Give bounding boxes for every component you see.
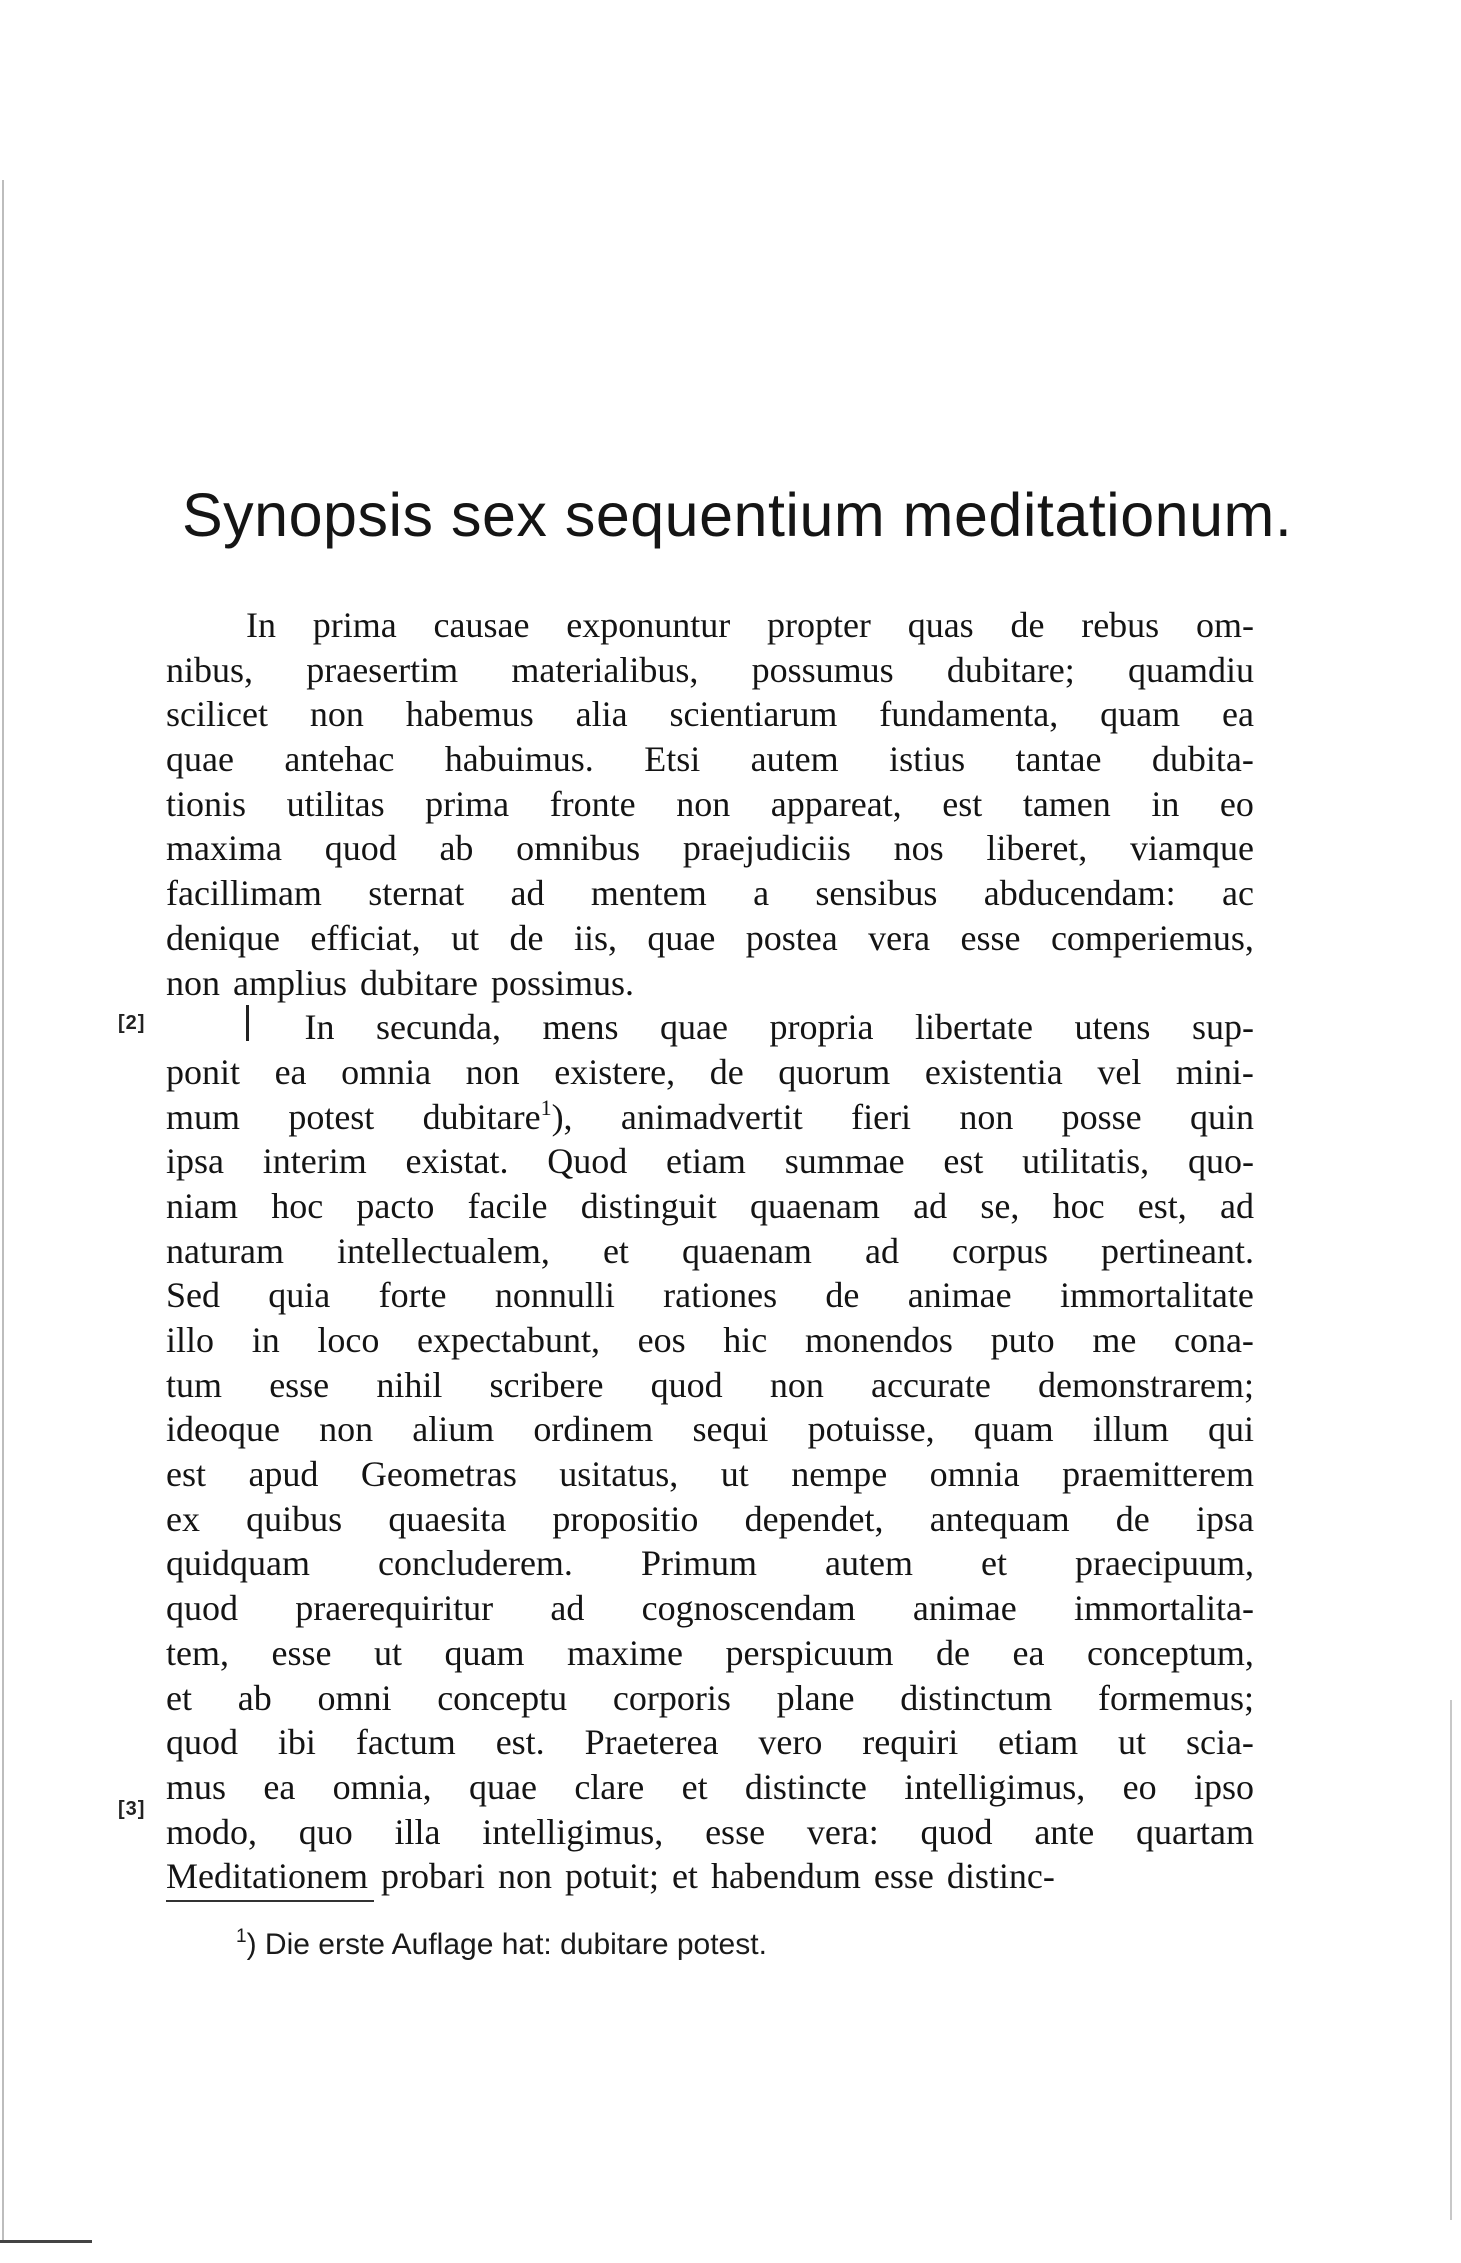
footnote — [236, 1925, 767, 1965]
word: vera: — [806, 1811, 879, 1852]
word: Sed — [166, 1275, 220, 1316]
word: quae — [647, 917, 716, 958]
word: ut — [720, 1454, 749, 1495]
word: ac — [1221, 873, 1254, 914]
word: fieri — [851, 1096, 912, 1137]
word: nihil — [376, 1364, 443, 1405]
footnote-paren: ) — [246, 1928, 257, 1961]
word: vero — [758, 1722, 823, 1763]
word: in — [1151, 783, 1180, 824]
word: facile — [467, 1185, 548, 1226]
word: esse — [269, 1364, 330, 1405]
word: in — [251, 1320, 280, 1360]
text-line — [166, 1095, 1254, 1140]
word: cognoscendam — [641, 1588, 856, 1629]
word: habendum — [710, 1856, 861, 1897]
word: corporis — [612, 1677, 731, 1718]
page-marker-2: [2] — [118, 1012, 146, 1034]
word: praecipuum, — [1075, 1543, 1254, 1584]
word: quam — [1100, 694, 1181, 735]
text-line — [166, 1184, 1254, 1229]
word: eos — [637, 1320, 686, 1360]
word: tem, — [166, 1632, 229, 1673]
footnote-text: Die erste Auflage hat: dubitare potest. — [264, 1928, 767, 1961]
word: quidquam — [166, 1543, 310, 1584]
word: distinguit — [580, 1185, 717, 1226]
word: est — [942, 783, 983, 824]
word: animae — [912, 1588, 1017, 1629]
word: abducendam: — [983, 873, 1176, 914]
word: prima — [425, 783, 510, 824]
word: amplius — [233, 962, 347, 1003]
word: esse — [705, 1811, 766, 1852]
page-marker-3: [3] — [118, 1798, 146, 1820]
word: ad — [864, 1230, 899, 1271]
word: distinctum — [900, 1677, 1053, 1718]
word: distinc- — [946, 1856, 1055, 1897]
word: interim — [262, 1141, 367, 1182]
word: ad — [913, 1185, 948, 1226]
word: iis, — [573, 917, 617, 958]
word: non — [676, 783, 731, 824]
word: omnia — [341, 1051, 432, 1092]
scan-edge-right — [1450, 1700, 1452, 2220]
word: possimus. — [490, 962, 634, 1003]
word: hoc — [1052, 1185, 1105, 1226]
word: pertineant. — [1101, 1230, 1254, 1271]
word: et — [981, 1543, 1007, 1584]
word: quartam — [1136, 1811, 1254, 1852]
word: om- — [1195, 605, 1254, 645]
text-line — [166, 916, 1254, 961]
word: exponuntur — [566, 605, 731, 645]
word: omnibus — [516, 828, 641, 869]
text-line — [166, 871, 1254, 916]
word-with-ref: dubitare$^1$), — [422, 1094, 573, 1137]
word: est, — [1137, 1185, 1187, 1226]
word: nos — [893, 828, 944, 869]
text-line — [166, 1229, 1254, 1274]
word: fronte — [549, 783, 636, 824]
word: cona- — [1173, 1320, 1254, 1360]
word: rationes — [663, 1275, 778, 1316]
word: rebus — [1081, 605, 1160, 645]
word: immortalitate — [1059, 1275, 1254, 1316]
text-line — [166, 1631, 1254, 1676]
word: ibi — [277, 1722, 316, 1763]
text-line — [166, 1005, 1254, 1050]
word: potuit; — [564, 1856, 659, 1897]
word: materialibus, — [511, 649, 699, 690]
word: animae — [907, 1275, 1012, 1316]
footnote-number: 1 — [236, 1926, 247, 1947]
page-title: Synopsis sex sequentium meditationum. — [182, 481, 1293, 549]
word: summae — [784, 1141, 905, 1182]
word: propter — [766, 605, 871, 645]
word: est — [166, 1454, 206, 1495]
word: non — [769, 1364, 824, 1405]
word: omnia — [929, 1454, 1020, 1495]
word: ut — [451, 917, 480, 958]
word: de — [936, 1632, 970, 1673]
text-line — [166, 782, 1254, 827]
word: niam — [166, 1185, 238, 1226]
text-line — [166, 603, 1254, 648]
word: quod — [920, 1811, 993, 1852]
word: utilitatis, — [1022, 1141, 1150, 1182]
word: ab — [439, 828, 474, 869]
word: ea — [263, 1766, 296, 1807]
word: postea — [745, 917, 838, 958]
word: et — [681, 1766, 708, 1807]
word: possumus — [751, 649, 894, 690]
word: ideoque — [166, 1409, 280, 1450]
word: quam — [973, 1409, 1054, 1450]
word: quae — [469, 1766, 537, 1807]
word: accurate — [870, 1364, 991, 1405]
word: qui — [1207, 1409, 1254, 1450]
word: ab — [237, 1677, 272, 1718]
word: propria — [769, 1007, 874, 1048]
word: liberet, — [986, 828, 1088, 869]
word: quod — [650, 1364, 723, 1405]
word: loco — [317, 1320, 380, 1360]
word: Quod — [547, 1141, 628, 1182]
word: dubitare; — [946, 649, 1075, 690]
text-line — [166, 1363, 1254, 1408]
word: vel — [1097, 1051, 1142, 1092]
word: de — [825, 1275, 860, 1316]
word: Praeterea — [584, 1722, 719, 1763]
text-line — [166, 1676, 1254, 1721]
word: quo- — [1187, 1141, 1254, 1182]
word: scilicet — [166, 694, 268, 735]
text-line — [166, 1318, 1254, 1363]
word: apud — [248, 1454, 319, 1495]
word: quae — [166, 739, 234, 780]
word: maxime — [567, 1632, 683, 1673]
word: propositio — [552, 1498, 699, 1539]
word: quaesita — [388, 1498, 507, 1539]
word: intelligimus, — [482, 1811, 664, 1852]
word: causae — [433, 605, 530, 645]
word: ea — [274, 1051, 307, 1092]
word: In — [246, 605, 276, 645]
text-line — [166, 961, 1254, 1006]
word: et — [166, 1677, 192, 1718]
word: sensibus — [815, 873, 938, 914]
word: non — [309, 694, 364, 735]
word: maxima — [166, 828, 282, 869]
word: et — [671, 1856, 698, 1897]
word: hoc — [271, 1185, 324, 1226]
text-line — [166, 1720, 1254, 1765]
word: ad — [550, 1588, 585, 1629]
word: conceptum, — [1086, 1632, 1254, 1673]
word: quamdiu — [1127, 649, 1254, 690]
word: sternat — [368, 873, 465, 914]
footnote-ref: 1 — [540, 1094, 552, 1120]
word: se, — [980, 1185, 1020, 1226]
word: quas — [907, 605, 974, 645]
word: de — [709, 1051, 744, 1092]
word: habemus — [405, 694, 534, 735]
word: viamque — [1130, 828, 1254, 869]
word: omnia, — [332, 1766, 432, 1807]
word: omni — [317, 1677, 392, 1718]
word: illum — [1092, 1409, 1169, 1450]
word: In — [304, 1007, 335, 1048]
text-line — [166, 737, 1254, 782]
text-line — [166, 692, 1254, 737]
word: secunda, — [376, 1007, 501, 1048]
word: existentia — [924, 1051, 1063, 1092]
word: conceptu — [437, 1677, 568, 1718]
word: animadvertit — [620, 1096, 803, 1137]
word: ad — [1220, 1185, 1254, 1226]
word: scientiarum — [669, 694, 838, 735]
word: existere, — [554, 1051, 676, 1092]
word: ipsa — [166, 1141, 224, 1182]
word: ipso — [1193, 1766, 1254, 1807]
word: plane — [776, 1677, 855, 1718]
word: quod — [324, 828, 397, 869]
word: puto — [990, 1320, 1055, 1360]
word: quia — [268, 1275, 331, 1316]
word: alia — [575, 694, 628, 735]
word: istius — [889, 739, 966, 780]
word: dependet, — [744, 1498, 884, 1539]
word: intelligimus, — [904, 1766, 1086, 1807]
word: hic — [723, 1320, 768, 1360]
word: autem — [750, 739, 839, 780]
word: intellectualem, — [337, 1230, 550, 1271]
word: ea — [1222, 694, 1254, 735]
word: comperiemus, — [1050, 917, 1254, 958]
word: non — [497, 1856, 552, 1897]
text-line — [166, 1810, 1254, 1855]
word: perspicuum — [725, 1632, 894, 1673]
word: eo — [1122, 1766, 1157, 1807]
word: concluderem. — [378, 1543, 573, 1584]
word: quae — [660, 1007, 728, 1048]
word: non — [166, 962, 220, 1003]
word: ut — [374, 1632, 403, 1673]
word: quin — [1189, 1096, 1254, 1137]
word: tamen — [1022, 783, 1111, 824]
word: tum — [166, 1364, 223, 1405]
word: praemitterem — [1062, 1454, 1254, 1495]
word: eo — [1219, 783, 1254, 824]
word: esse — [960, 917, 1021, 958]
word: modo, — [166, 1811, 258, 1852]
text-line — [166, 1050, 1254, 1095]
word: monendos — [804, 1320, 953, 1360]
word: a — [753, 873, 770, 914]
word: non — [465, 1051, 520, 1092]
word: efficiat, — [310, 917, 421, 958]
word: mum — [166, 1096, 241, 1137]
text-line — [166, 1452, 1254, 1497]
word: pacto — [356, 1185, 435, 1226]
word: clare — [574, 1766, 645, 1807]
word: quaenam — [750, 1185, 880, 1226]
word: ante — [1034, 1811, 1095, 1852]
word: Geometras — [360, 1454, 517, 1495]
word: mini- — [1175, 1051, 1254, 1092]
word: etiam — [665, 1141, 746, 1182]
word: existat. — [405, 1141, 509, 1182]
word: esse — [271, 1632, 332, 1673]
word: prima — [312, 605, 397, 645]
word: quo — [298, 1811, 353, 1852]
word: factum — [355, 1722, 456, 1763]
word: praejudiciis — [682, 828, 851, 869]
word: forte — [378, 1275, 447, 1316]
scan-edge-left — [2, 180, 4, 2240]
word: Etsi — [644, 739, 701, 780]
word: sequi — [692, 1409, 769, 1450]
word: potest — [288, 1096, 375, 1137]
word: ad — [510, 873, 545, 914]
word: quaenam — [681, 1230, 812, 1271]
word: distincte — [744, 1766, 867, 1807]
word: demonstrarem; — [1038, 1364, 1254, 1405]
word: nempe — [791, 1454, 888, 1495]
text-line — [166, 826, 1254, 871]
word: quod — [166, 1588, 238, 1629]
body-text — [166, 603, 1254, 1899]
word: naturam — [166, 1230, 284, 1271]
word: me — [1092, 1320, 1137, 1360]
word: quod — [166, 1722, 238, 1763]
word: ut — [1118, 1722, 1147, 1763]
word: habuimus. — [444, 739, 594, 780]
word: illa — [394, 1811, 441, 1852]
text-line — [166, 1765, 1254, 1810]
word: dubitare — [360, 962, 478, 1003]
word: tantae — [1015, 739, 1102, 780]
word: illo — [166, 1320, 215, 1360]
word: utilitas — [286, 783, 385, 824]
word: mus — [166, 1766, 227, 1807]
word: est. — [495, 1722, 545, 1763]
word: sup- — [1191, 1007, 1254, 1048]
word: requiri — [862, 1722, 959, 1763]
text-line — [166, 1273, 1254, 1318]
word: etiam — [998, 1722, 1079, 1763]
word: mentem — [590, 873, 707, 914]
word: alium — [412, 1409, 495, 1450]
word: praesertim — [306, 649, 459, 690]
word: usitatus, — [559, 1454, 679, 1495]
word: nibus, — [166, 649, 254, 690]
word: antequam — [929, 1498, 1070, 1539]
word: mens — [542, 1007, 619, 1048]
word: dubita- — [1151, 739, 1254, 780]
word: formemus; — [1098, 1677, 1254, 1718]
word: potuisse, — [807, 1409, 935, 1450]
word: expectabunt, — [417, 1320, 600, 1360]
word: ex — [166, 1498, 200, 1539]
text-line — [166, 1541, 1254, 1586]
word: Primum — [640, 1543, 757, 1584]
word: appareat, — [770, 783, 902, 824]
word: esse — [873, 1856, 934, 1897]
word: autem — [825, 1543, 913, 1584]
margin-bar — [246, 1005, 249, 1041]
word: tionis — [166, 783, 247, 824]
word: fundamenta, — [879, 694, 1059, 735]
word: non — [319, 1409, 374, 1450]
word: libertate — [914, 1007, 1033, 1048]
text-line — [166, 1586, 1254, 1631]
word: Meditationem — [166, 1856, 368, 1897]
word: scribere — [489, 1364, 604, 1405]
word: ea — [1012, 1632, 1045, 1673]
word: praerequiritur — [295, 1588, 494, 1629]
word: ponit — [166, 1051, 241, 1092]
text-line — [166, 1407, 1254, 1452]
word: utens — [1074, 1007, 1151, 1048]
word: et — [602, 1230, 629, 1271]
word: scia- — [1185, 1722, 1254, 1763]
word: de — [1115, 1498, 1150, 1539]
word: nonnulli — [494, 1275, 615, 1316]
word: denique — [166, 917, 280, 958]
word: quorum — [778, 1051, 891, 1092]
text-line — [166, 1139, 1254, 1184]
word: quibus — [246, 1498, 343, 1539]
word: facillimam — [166, 873, 322, 914]
word: non — [959, 1096, 1014, 1137]
text-line — [166, 1854, 1254, 1899]
word: immortalita- — [1074, 1588, 1254, 1629]
word: de — [1010, 605, 1045, 645]
word: ipsa — [1195, 1498, 1254, 1539]
word: vera — [868, 917, 931, 958]
word: probari — [380, 1856, 485, 1897]
word: est — [943, 1141, 984, 1182]
word: quam — [444, 1632, 525, 1673]
word: de — [509, 917, 544, 958]
text-line — [166, 648, 1254, 693]
scan-edge-bottom — [0, 2240, 92, 2243]
line12-rest-start: ), — [551, 1096, 573, 1137]
word: antehac — [284, 739, 395, 780]
footnote-rule — [166, 1900, 374, 1902]
word: corpus — [952, 1230, 1048, 1271]
word: posse — [1061, 1096, 1142, 1137]
text-line — [166, 1497, 1254, 1542]
word: ordinem — [533, 1409, 654, 1450]
